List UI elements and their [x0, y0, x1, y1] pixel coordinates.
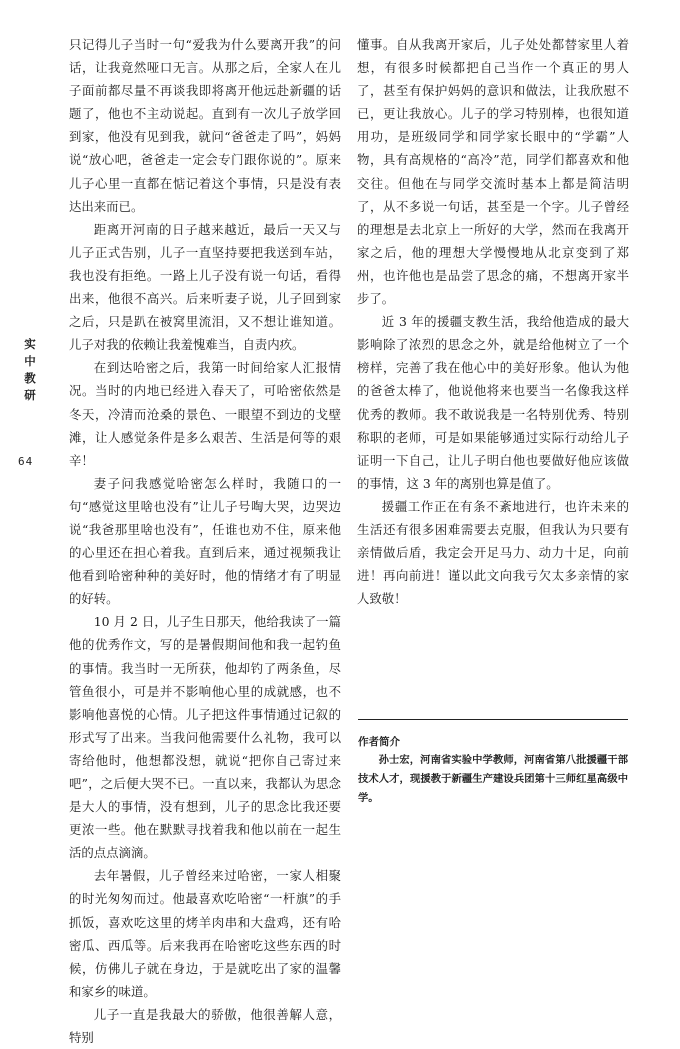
page-number: 64 — [18, 455, 34, 468]
right-text-column — [357, 33, 629, 610]
paragraph: 去年暑假，儿子曾经来过哈密，一家人相聚的时光匆匆而过。他最喜欢吃哈密“一杆旗”的手抓饭，喜欢吃这里的烤羊肉串和大盘鸡，还有哈密瓜、西瓜等。后来我再在哈密吃这些东西的时候，仿佛儿子就在身边，于是就吃出了家的温馨和家乡的味道。 — [69, 868, 341, 999]
journal-char: 中 — [24, 354, 36, 368]
paragraph: 只记得儿子当时一句“爱我为什么要离开我”的问话，让我竟然哑口无言。从那之后，全家人在儿子面前都尽量不再谈我即将离开他远赴新疆的话题了，他也不主动说起。直到有一次儿子放学回到家，他没有见到我，就问“爸爸走了吗”，妈妈说“放心吧，爸爸走一定会专门跟你说的”。原来儿子心里一直都在惦记着这个事情，只是没有表达出来而已。 — [69, 37, 341, 214]
paragraph: 懂事。自从我离开家后，儿子处处都替家里人着想，有很多时候都把自己当作一个真正的男人了，甚至有保护妈妈的意识和做法，让我欣慰不已，更让我放心。儿子的学习特别棒，也很知道用功，是班级同学和同学家长眼中的“学霸”人物，具有高规格的“高冷”范，同学们都喜欢和他交往。但他在与同学交流时基本上都是简洁明了，从不多说一句话，甚至是一个字。儿子曾经的理想是去北京上一所好的大学，然而在我离开家之后，他的理想大学慢慢地从北京变到了郑州，也许他也是品尝了思念的痛，不想离开家半步了。 — [357, 37, 629, 307]
author-bio-divider — [358, 719, 628, 720]
journal-name-vertical — [22, 336, 38, 404]
author-bio-text: 孙士宏，河南省实验中学教师，河南省第八批援疆干部技术人才，现援教于新疆生产建设兵团第十三师红星高级中学。 — [358, 754, 628, 804]
paragraph: 10 月 2 日，儿子生日那天，他给我读了一篇他的优秀作文，写的是暑假期间他和我一起钓鱼的事情。我当时一无所获，他却钓了两条鱼，尽管鱼很小，可是并不影响他心里的成就感，也不影响他喜悦的心情。儿子把这件事情通过记叙的形式写了出来。当我问他需要什么礼物，我可以寄给他时，他想都没想，就说“把你自己寄过来吧”，之后便大哭不已。一直以来，我都认为思念是大人的事情，没有想到，儿子的思念比我还要更浓一些。他在默默寻找着我和他以前在一起生活的点点滴滴。 — [69, 614, 341, 861]
left-text-column — [69, 33, 341, 1049]
paragraph: 援疆工作正在有条不紊地进行，也许未来的生活还有很多困难需要去克服，但我认为只要有亲情做后盾，我定会开足马力、动力十足，向前进！再向前进！谨以此文向我亏欠太多亲情的家人致敬！ — [357, 498, 629, 607]
paragraph: 距离开河南的日子越来越近，最后一天又与儿子正式告别，儿子一直坚持要把我送到车站，我也没有拒绝。一路上儿子没有说一句话，看得出来，他很不高兴。后来听妻子说，儿子回到家之后，只是趴在被窝里流泪，又不想让谁知道。儿子对我的依赖让我羞愧难当，自责内疚。 — [69, 221, 341, 353]
paragraph: 在到达哈密之后，我第一时间给家人汇报情况。当时的内地已经进入春天了，可哈密依然是冬天，冷清而沧桑的景色、一眼望不到边的戈壁滩，让人感觉条件是多么艰苦、生活是何等的艰辛！ — [69, 360, 341, 468]
journal-char: 教 — [24, 371, 36, 385]
paragraph: 妻子问我感觉哈密怎么样时，我随口的一句“感觉这里啥也没有”让儿子号啕大哭，边哭边说“我爸那里啥也没有”，任谁也劝不住，原来他的心里还在担心着我。直到后来，通过视频我让他看到哈密种种的美好时，他的情绪才有了明显的好转。 — [69, 475, 341, 607]
journal-char: 研 — [24, 388, 36, 402]
author-bio-title: 作者简介 — [358, 736, 400, 748]
journal-char: 实 — [24, 337, 36, 351]
paragraph: 儿子一直是我最大的骄傲，他很善解人意，特别 — [69, 1006, 341, 1046]
paragraph: 近 3 年的援疆支教生活，我给他造成的最大影响除了浓烈的思念之外，就是给他树立了一个榜样，完善了我在他心中的美好形象。他认为他的爸爸太棒了，他说他将来也要当一名像我这样优秀的教师。我不敢说我是一名特别优秀、特别称职的老师，可是如果能够通过实际行动给儿子证明一下自己，让儿子明白他也要做好他应该做的事情，这 3 年的离别也算是值了。 — [357, 314, 629, 491]
